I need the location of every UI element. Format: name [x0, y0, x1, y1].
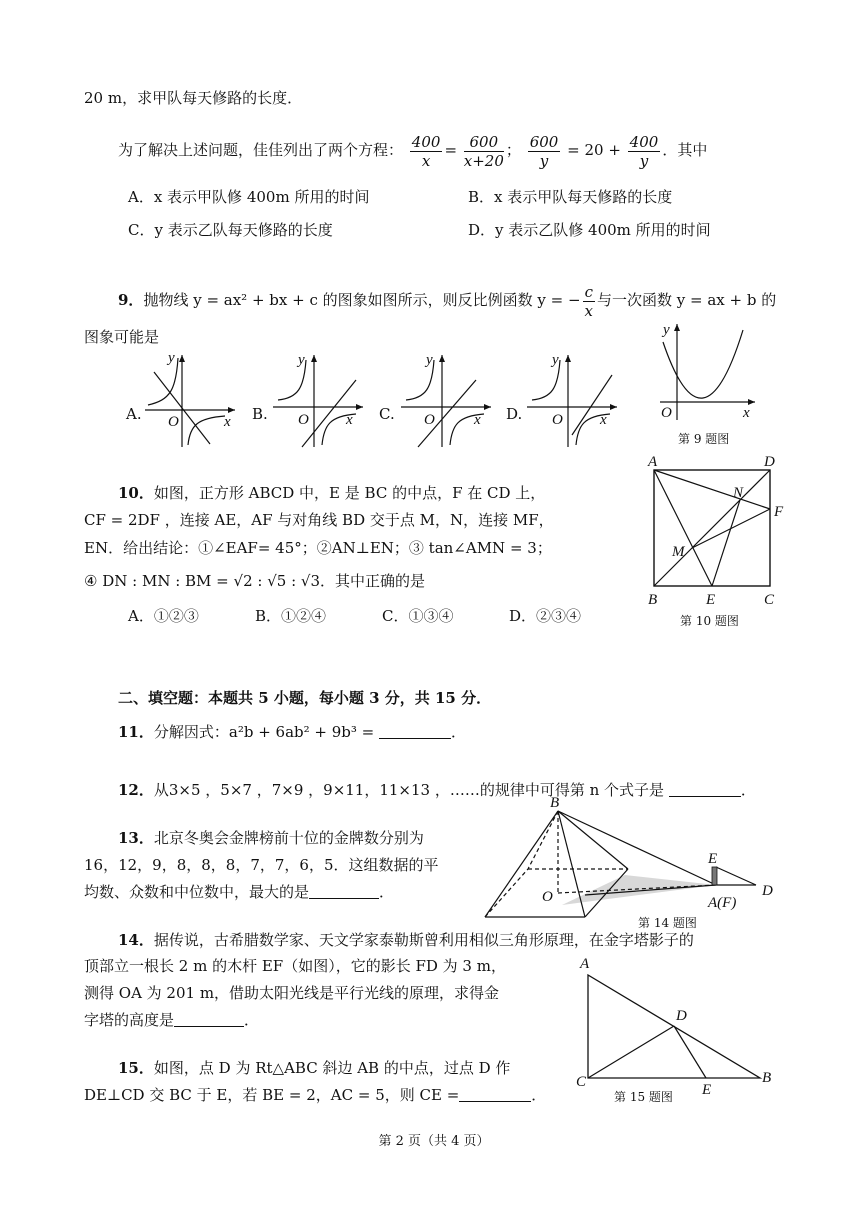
q15-caption: 第 15 题图 — [614, 1090, 673, 1104]
q10-label-f: F — [774, 504, 784, 520]
q8-equations: 为了解决上述问题，佳佳列出了两个方程： $\frac{400}{x}$ = $\frac{600}{x+20}$ ； $\frac{600}{y}$ = 20 + $\frac{400}{y}$ ．其中 — [118, 132, 708, 170]
q9-a-x: x — [224, 414, 231, 430]
q11-number: 11． — [118, 723, 154, 741]
q10-label-m: M — [672, 544, 685, 560]
q15-label-b: B — [762, 1070, 772, 1086]
q9-option-c-label[interactable]: C. — [379, 405, 395, 423]
q9-number: 9． — [118, 291, 144, 309]
q14-figure — [480, 795, 790, 930]
q10-label-a: A — [648, 454, 658, 470]
q15-label-d: D — [676, 1008, 687, 1024]
q14-line2: 顶部立一根长 2 m 的木杆 EF（如图），它的影长 FD 为 3 m， — [84, 957, 506, 975]
q9-graph-a[interactable] — [140, 350, 240, 450]
q14-label-d: D — [762, 883, 773, 899]
q9-graph-b[interactable] — [268, 350, 368, 450]
q10-label-e: E — [706, 592, 716, 608]
page-footer: 第 2 页（共 4 页） — [378, 1134, 490, 1149]
q14-line4-text: 字塔的高度是 — [84, 1011, 175, 1029]
q14-answer-blank[interactable] — [174, 1012, 244, 1027]
q10-line2: CF = 2DF ，连接 AE，AF 与对角线 BD 交于点 M，N，连接 MF， — [84, 511, 554, 529]
q14-label-e: E — [708, 851, 718, 867]
q15-line2 — [84, 1085, 546, 1105]
q9-fig-x: x — [743, 405, 750, 421]
q9-text-a: 抛物线 y = ax² + bx + c 的图象如图所示，则反比例函数 y = − — [143, 291, 581, 309]
q10-option-c[interactable]: C．①③④ — [382, 607, 454, 625]
q11 — [118, 722, 466, 742]
q9-option-a-label[interactable]: A. — [126, 405, 142, 423]
q14-caption: 第 14 题图 — [638, 916, 697, 930]
q8-eq2-mid: = 20 + — [567, 141, 621, 159]
q13-number: 13． — [118, 829, 154, 847]
q9-stem-2: 图象可能是 — [84, 328, 160, 346]
q10-option-d[interactable]: D．②③④ — [509, 607, 582, 625]
q13-line3-text: 均数、众数和中位数中，最大的是 — [84, 883, 310, 901]
q11-tail: ． — [451, 723, 467, 741]
q12-tail: ． — [740, 781, 756, 799]
q9-caption: 第 9 题图 — [678, 432, 730, 446]
q11-text: 分解因式：a²b + 6ab² + 9b³ = — [153, 723, 375, 741]
q10-line1 — [118, 483, 545, 503]
q12-number: 12． — [118, 781, 154, 799]
q8-continuation: 20 m，求甲队每天修路的长度． — [84, 89, 303, 107]
q8-sep: ； — [505, 141, 521, 159]
q8-eq1-lhs: $\frac{400}{x}$ — [411, 132, 441, 170]
section2-title: 二、填空题：本题共 5 小题，每小题 3 分，共 15 分． — [118, 689, 492, 707]
q8-option-c[interactable]: C．y 表示乙队每天修路的长度 — [128, 221, 333, 239]
q14-line1-text: 据传说，古希腊数学家、天文学家泰勒斯曾利用相似三角形原理，在金字塔影子的 — [153, 931, 694, 949]
q9-d-y: y — [552, 352, 559, 368]
q8-option-a[interactable]: A．x 表示甲队修 400m 所用的时间 — [128, 188, 370, 206]
q8-intro: 为了解决上述问题，佳佳列出了两个方程： — [118, 141, 404, 159]
q9-text-b: 与一次函数 y = ax + b 的 — [596, 291, 777, 309]
q10-option-a[interactable]: A．①②③ — [128, 607, 199, 625]
q14-number: 14． — [118, 931, 154, 949]
q9-c-y: y — [426, 352, 433, 368]
q8-tail: ．其中 — [662, 141, 708, 159]
q10-line4: ④ DN : MN : BM = √2 : √5 : √3．其中正确的是 — [84, 572, 426, 590]
q13-line3 — [84, 882, 394, 902]
q15-label-c: C — [576, 1074, 587, 1090]
q11-answer-blank[interactable] — [379, 724, 451, 739]
q15-label-a: A — [580, 956, 590, 972]
q8-eq1-rhs: $\frac{600}{x+20}$ — [463, 132, 504, 170]
q15-label-e: E — [702, 1082, 712, 1098]
q14-tail: ． — [244, 1011, 260, 1029]
q15-line1-text: 如图，点 D 为 Rt△ABC 斜边 AB 的中点，过点 D 作 — [153, 1059, 511, 1077]
q8-eq2-lhs: $\frac{600}{y}$ — [529, 132, 559, 170]
q10-option-b[interactable]: B．①②④ — [255, 607, 327, 625]
q9-b-o: O — [298, 412, 309, 428]
q9-figure — [655, 320, 765, 425]
q9-b-x: x — [346, 412, 353, 428]
q9-fig-o: O — [661, 405, 672, 421]
q9-option-d-label[interactable]: D. — [506, 405, 523, 423]
q9-option-b-label[interactable]: B. — [252, 405, 268, 423]
q14-label-o: O — [542, 889, 553, 905]
q15-answer-blank[interactable] — [459, 1087, 531, 1102]
q9-graph-c[interactable] — [396, 350, 496, 450]
q10-line1-text: 如图，正方形 ABCD 中，E 是 BC 的中点，F 在 CD 上， — [153, 484, 546, 502]
q10-label-c: C — [764, 592, 775, 608]
q10-label-b: B — [648, 592, 658, 608]
q8-option-d[interactable]: D．y 表示乙队修 400m 所用的时间 — [468, 221, 711, 239]
q9-d-o: O — [552, 412, 563, 428]
q9-fig-y: y — [663, 322, 670, 338]
q9-a-o: O — [168, 414, 179, 430]
q15-number: 15． — [118, 1059, 154, 1077]
q9-c-x: x — [474, 412, 481, 428]
q8-eq2-rhs: $\frac{400}{y}$ — [629, 132, 659, 170]
q10-figure — [640, 452, 790, 617]
q10-label-d: D — [764, 454, 775, 470]
q13-tail: ． — [379, 883, 395, 901]
q13-line1-text: 北京冬奥会金牌榜前十位的金牌数分别为 — [153, 829, 424, 847]
q14-line4 — [84, 1010, 259, 1030]
q15-line2-text: DE⊥CD 交 BC 于 E，若 BE = 2，AC = 5，则 CE = — [84, 1086, 460, 1104]
q10-caption: 第 10 题图 — [680, 614, 739, 628]
q10-label-n: N — [733, 485, 744, 501]
q9-graph-d[interactable] — [522, 350, 622, 450]
q9-d-x: x — [600, 412, 607, 428]
q15-line1 — [118, 1058, 510, 1078]
q14-label-af: A(F) — [708, 895, 737, 911]
q9-c-o: O — [424, 412, 435, 428]
q15-tail: ． — [531, 1086, 547, 1104]
q9-b-y: y — [298, 352, 305, 368]
q13-answer-blank[interactable] — [309, 884, 379, 899]
q10-number: 10． — [118, 484, 154, 502]
q14-line3: 测得 OA 为 201 m，借助太阳光线是平行光线的原理，求得金 — [84, 984, 500, 1002]
q14-label-b: B — [550, 795, 560, 811]
q9-a-y: y — [168, 350, 175, 366]
q13-line2: 16，12，9，8，8，8，7，7，6，5．这组数据的平 — [84, 856, 439, 874]
q9-stem — [118, 280, 776, 320]
q13-line1 — [118, 828, 424, 848]
q9-frac: $\frac{c}{x}$ — [584, 282, 593, 320]
q10-line3: EN．给出结论：①∠EAF= 45°；②AN⊥EN；③ tan∠AMN = 3； — [84, 539, 552, 557]
q8-option-b[interactable]: B．x 表示甲队每天修路的长度 — [468, 188, 673, 206]
q12-text: 从3×5 ，5×7 ，7×9 ，9×11，11×13 ，……的规律中可得第 n 个式子是 — [153, 781, 665, 799]
q14-line1 — [118, 930, 694, 950]
